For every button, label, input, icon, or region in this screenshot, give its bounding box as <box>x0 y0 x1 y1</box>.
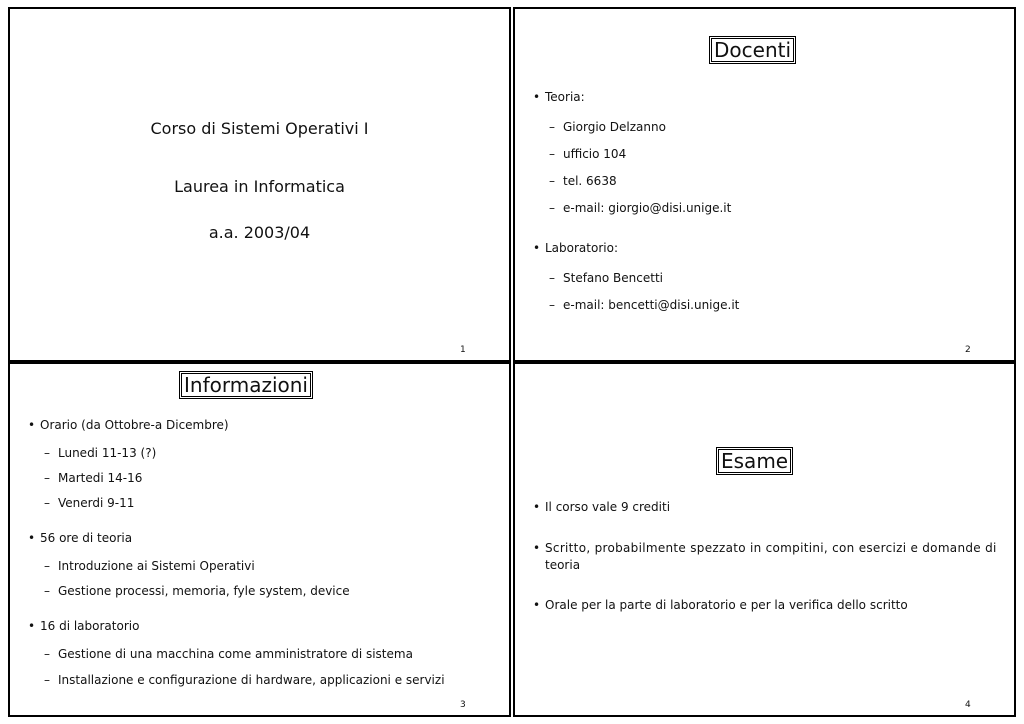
bullet-text: Orario (da Ottobre-a Dicembre) <box>40 418 229 432</box>
dash-icon: – <box>549 147 555 161</box>
slide-2 <box>513 7 1016 362</box>
bullet-text-continued: teoria <box>545 558 581 572</box>
page-number: 2 <box>965 345 971 355</box>
bullet-icon: • <box>28 418 36 432</box>
bullet-icon: • <box>28 619 36 633</box>
academic-year: a.a. 2003/04 <box>208 223 311 242</box>
sub-item <box>44 496 134 510</box>
sub-text: Introduzione ai Sistemi Operativi <box>58 559 255 573</box>
bullet-icon: • <box>533 90 541 104</box>
sub-text: Gestione processi, memoria, fyle system, device <box>58 584 350 598</box>
sub-text: Venerdi 9-11 <box>58 496 135 510</box>
sub-item <box>44 647 413 661</box>
bullet-icon: • <box>533 500 541 514</box>
bullet-item <box>533 598 908 612</box>
sub-text: Stefano Bencetti <box>563 271 663 285</box>
page-number: 1 <box>460 345 466 355</box>
bullet-item <box>533 541 997 555</box>
sub-item <box>549 174 617 188</box>
bullet-item <box>533 90 585 104</box>
sub-item <box>549 201 731 215</box>
sub-item <box>549 147 626 161</box>
dash-icon: – <box>549 271 555 285</box>
bullet-text: Scritto, probabilmente spezzato in compitini, con esercizi e domande di <box>545 541 997 555</box>
sub-item <box>44 584 350 598</box>
bullet-item <box>533 241 618 255</box>
sub-item <box>44 673 445 687</box>
bullet-item <box>28 531 132 545</box>
bullet-icon: • <box>533 598 541 612</box>
dash-icon: – <box>549 298 555 312</box>
bullet-icon: • <box>533 541 541 555</box>
sub-item <box>549 298 739 312</box>
dash-icon: – <box>44 471 50 485</box>
bullet-text: Teoria: <box>545 90 585 104</box>
dash-icon: – <box>44 496 50 510</box>
dash-icon: – <box>549 201 555 215</box>
sub-item <box>44 446 156 460</box>
bullet-text: 16 di laboratorio <box>40 619 140 633</box>
sub-text: e-mail: giorgio@disi.unige.it <box>563 201 732 215</box>
dash-icon: – <box>44 446 50 460</box>
slide-1 <box>8 7 511 362</box>
dash-icon: – <box>44 584 50 598</box>
slide-title: Esame <box>718 449 791 473</box>
degree-line: Laurea in Informatica <box>174 177 345 196</box>
sub-text: Lunedi 11-13 (?) <box>58 446 157 460</box>
bullet-item <box>533 500 670 514</box>
slide-3 <box>8 362 511 717</box>
sub-item <box>44 559 255 573</box>
dash-icon: – <box>44 559 50 573</box>
sub-item <box>44 471 142 485</box>
sub-text: ufficio 104 <box>563 147 627 161</box>
sub-text: tel. 6638 <box>563 174 617 188</box>
bullet-icon: • <box>28 531 36 545</box>
sub-text: Gestione di una macchina come amministratore di sistema <box>58 647 413 661</box>
sub-text: Installazione e configurazione di hardware, applicazioni e servizi <box>58 673 445 687</box>
slide-title: Informazioni <box>181 373 311 397</box>
course-title: Corso di Sistemi Operativi I <box>150 119 369 138</box>
bullet-text: Orale per la parte di laboratorio e per la verifica dello scritto <box>545 598 908 612</box>
sub-item <box>549 120 666 134</box>
bullet-icon: • <box>533 241 541 255</box>
dash-icon: – <box>549 174 555 188</box>
page-number: 4 <box>965 700 971 710</box>
sub-text: Giorgio Delzanno <box>563 120 666 134</box>
bullet-text: Laboratorio: <box>545 241 618 255</box>
slide-4 <box>513 362 1016 717</box>
dash-icon: – <box>44 647 50 661</box>
page-number: 3 <box>460 700 466 710</box>
bullet-item <box>28 619 139 633</box>
bullet-text: Il corso vale 9 crediti <box>545 500 671 514</box>
sub-text: Martedi 14-16 <box>58 471 143 485</box>
bullet-text: 56 ore di teoria <box>40 531 133 545</box>
bullet-item <box>28 418 229 432</box>
dash-icon: – <box>44 673 50 687</box>
sub-text: e-mail: bencetti@disi.unige.it <box>563 298 740 312</box>
sub-item <box>549 271 663 285</box>
dash-icon: – <box>549 120 555 134</box>
slide-title: Docenti <box>711 38 794 62</box>
